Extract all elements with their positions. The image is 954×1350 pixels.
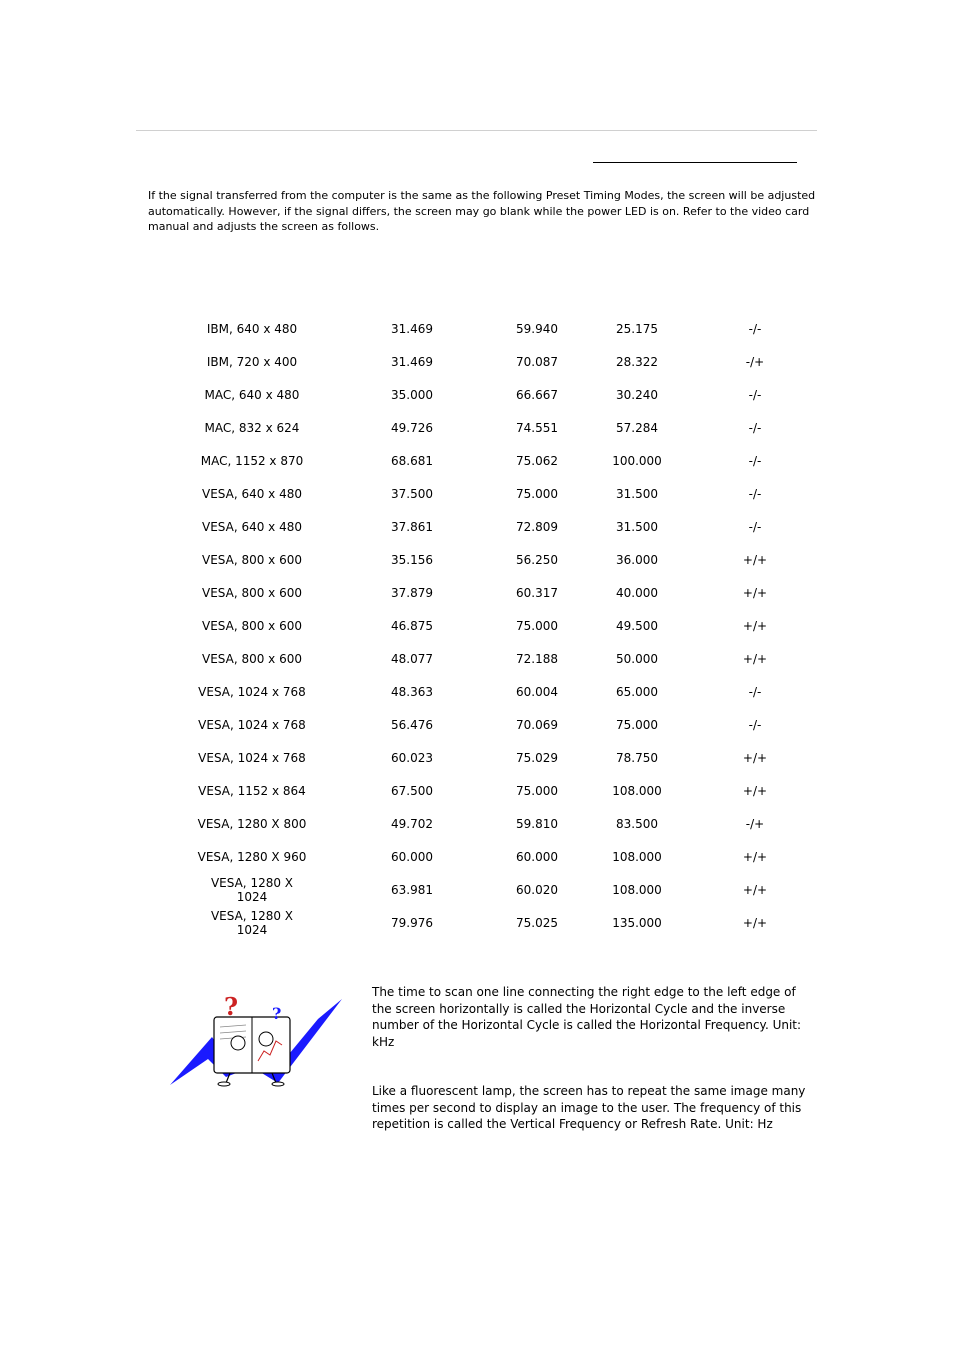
vertical-frequency-cell: 75.000 xyxy=(516,486,558,501)
sync-polarity-cell: +/+ xyxy=(742,552,768,567)
top-divider xyxy=(136,130,817,131)
sync-polarity-cell: -/+ xyxy=(745,816,765,831)
table-row xyxy=(196,741,770,774)
pixel-clock-cell: 75.000 xyxy=(616,717,658,732)
sync-polarity-cell: -/- xyxy=(748,453,762,468)
mode-cell: VESA, 1280 X 960 xyxy=(197,849,307,864)
pixel-clock-cell: 50.000 xyxy=(616,651,658,666)
table-row xyxy=(196,444,770,477)
mode-cell: VESA, 640 x 480 xyxy=(201,519,302,534)
table-row xyxy=(196,312,770,345)
sync-polarity-cell: +/+ xyxy=(742,915,768,930)
vertical-frequency-cell: 56.250 xyxy=(516,552,558,567)
vertical-frequency-cell: 72.188 xyxy=(516,651,558,666)
pixel-clock-cell: 108.000 xyxy=(612,849,662,864)
table-row xyxy=(196,774,770,807)
pixel-clock-cell: 78.750 xyxy=(616,750,658,765)
horizontal-frequency-cell: 37.500 xyxy=(391,486,433,501)
mode-cell: MAC, 1152 x 870 xyxy=(200,453,304,468)
horizontal-frequency-cell: 49.726 xyxy=(391,420,433,435)
sync-polarity-cell: -/- xyxy=(748,486,762,501)
sync-polarity-cell: +/+ xyxy=(742,783,768,798)
question-mark-icon: ? xyxy=(224,995,239,1021)
preset-timing-table xyxy=(196,312,770,939)
horizontal-frequency-cell: 56.476 xyxy=(391,717,433,732)
table-row xyxy=(196,609,770,642)
table-row xyxy=(196,675,770,708)
vertical-frequency-cell: 66.667 xyxy=(516,387,558,402)
vertical-frequency-cell: 74.551 xyxy=(516,420,558,435)
table-row xyxy=(196,378,770,411)
pixel-clock-cell: 28.322 xyxy=(616,354,658,369)
vertical-frequency-cell: 75.062 xyxy=(516,453,558,468)
sync-polarity-cell: -/- xyxy=(748,420,762,435)
table-row xyxy=(196,708,770,741)
pixel-clock-cell: 31.500 xyxy=(616,519,658,534)
pixel-clock-cell: 108.000 xyxy=(612,882,662,897)
mode-cell: MAC, 640 x 480 xyxy=(204,387,300,402)
vertical-frequency-description: Like a fluorescent lamp, the screen has to repeat the same image many times per second to display an image to the user. The frequency of this repetition is called the Vertical Frequency or Refresh Rate. Unit: Hz xyxy=(372,1084,806,1131)
table-row xyxy=(196,906,770,939)
vertical-frequency-cell: 59.940 xyxy=(516,321,558,336)
sync-polarity-cell: +/+ xyxy=(742,585,768,600)
mode-cell: MAC, 832 x 624 xyxy=(204,420,300,435)
pixel-clock-cell: 49.500 xyxy=(616,618,658,633)
vertical-frequency-cell: 75.029 xyxy=(516,750,558,765)
mode-cell: VESA, 1024 x 768 xyxy=(198,717,306,732)
table-row xyxy=(196,873,770,906)
vertical-frequency-cell: 60.000 xyxy=(516,849,558,864)
pixel-clock-cell: 40.000 xyxy=(616,585,658,600)
mode-cell: VESA, 1024 x 768 xyxy=(198,684,306,699)
vertical-frequency-cell: 70.069 xyxy=(516,717,558,732)
sync-polarity-cell: -/- xyxy=(748,519,762,534)
sync-polarity-cell: -/- xyxy=(748,717,762,732)
vertical-frequency-cell: 75.000 xyxy=(516,618,558,633)
sync-polarity-cell: -/- xyxy=(748,321,762,336)
mode-cell: VESA, 800 x 600 xyxy=(201,651,302,666)
sync-polarity-cell: +/+ xyxy=(742,750,768,765)
mode-cell: VESA, 1280 X 800 xyxy=(197,816,307,831)
sync-polarity-cell: +/+ xyxy=(742,882,768,897)
vertical-frequency-cell: 60.317 xyxy=(516,585,558,600)
table-row xyxy=(196,576,770,609)
table-row xyxy=(196,642,770,675)
pixel-clock-cell: 65.000 xyxy=(616,684,658,699)
horizontal-frequency-cell: 79.976 xyxy=(391,915,433,930)
mode-cell: IBM, 640 x 480 xyxy=(206,321,298,336)
title-underline xyxy=(593,162,797,163)
horizontal-frequency-cell: 46.875 xyxy=(391,618,433,633)
mode-cell: VESA, 1280 X 1024 xyxy=(210,875,294,904)
pixel-clock-cell: 108.000 xyxy=(612,783,662,798)
mode-cell: VESA, 800 x 600 xyxy=(201,552,302,567)
sync-polarity-cell: -/- xyxy=(748,684,762,699)
horizontal-frequency-cell: 48.363 xyxy=(391,684,433,699)
sync-polarity-cell: +/+ xyxy=(742,849,768,864)
pixel-clock-cell: 135.000 xyxy=(612,915,662,930)
horizontal-frequency-cell: 63.981 xyxy=(391,882,433,897)
pixel-clock-cell: 57.284 xyxy=(616,420,658,435)
table-row xyxy=(196,543,770,576)
vertical-frequency-cell: 75.025 xyxy=(516,915,558,930)
intro-paragraph: If the signal transferred from the computer is the same as the following Preset Timing Modes, the screen will be adjusted automatically. However, if the signal differs, the screen may go blank while the power LED is on. Refer to the video card manual and adjusts the screen as follows. xyxy=(148,189,816,233)
mode-cell: VESA, 800 x 600 xyxy=(201,585,302,600)
mode-cell: VESA, 800 x 600 xyxy=(201,618,302,633)
pixel-clock-cell: 83.500 xyxy=(616,816,658,831)
table-row xyxy=(196,840,770,873)
horizontal-frequency-cell: 67.500 xyxy=(391,783,433,798)
pixel-clock-cell: 36.000 xyxy=(616,552,658,567)
table-row xyxy=(196,345,770,378)
horizontal-frequency-cell: 37.879 xyxy=(391,585,433,600)
horizontal-frequency-cell: 31.469 xyxy=(391,321,433,336)
pixel-clock-cell: 100.000 xyxy=(612,453,662,468)
horizontal-frequency-cell: 35.156 xyxy=(391,552,433,567)
horizontal-frequency-cell: 31.469 xyxy=(391,354,433,369)
table-row xyxy=(196,807,770,840)
table-row xyxy=(196,510,770,543)
sync-polarity-cell: -/+ xyxy=(745,354,765,369)
vertical-frequency-cell: 59.810 xyxy=(516,816,558,831)
sync-polarity-cell: -/- xyxy=(748,387,762,402)
mode-cell: VESA, 1280 X 1024 xyxy=(210,908,294,937)
table-row xyxy=(196,477,770,510)
horizontal-frequency-cell: 37.861 xyxy=(391,519,433,534)
sync-polarity-cell: +/+ xyxy=(742,618,768,633)
manual-reader-illustration xyxy=(168,995,344,1087)
mode-cell: VESA, 1152 x 864 xyxy=(198,783,306,798)
horizontal-frequency-cell: 49.702 xyxy=(391,816,433,831)
vertical-frequency-cell: 60.004 xyxy=(516,684,558,699)
mode-cell: IBM, 720 x 400 xyxy=(206,354,298,369)
vertical-frequency-cell: 72.809 xyxy=(516,519,558,534)
mode-cell: VESA, 640 x 480 xyxy=(201,486,302,501)
horizontal-frequency-cell: 68.681 xyxy=(391,453,433,468)
mode-cell: VESA, 1024 x 768 xyxy=(198,750,306,765)
horizontal-frequency-cell: 60.023 xyxy=(391,750,433,765)
pixel-clock-cell: 30.240 xyxy=(616,387,658,402)
horizontal-frequency-cell: 48.077 xyxy=(391,651,433,666)
horizontal-frequency-description: The time to scan one line connecting the right edge to the left edge of the screen horizontally is called the Horizontal Cycle and the inverse number of the Horizontal Cycle is called the Horizontal Frequency. Unit: kHz xyxy=(372,985,802,1049)
horizontal-frequency-cell: 35.000 xyxy=(391,387,433,402)
vertical-frequency-cell: 70.087 xyxy=(516,354,558,369)
pixel-clock-cell: 31.500 xyxy=(616,486,658,501)
sync-polarity-cell: +/+ xyxy=(742,651,768,666)
question-mark-small-icon: ? xyxy=(272,1004,282,1023)
vertical-frequency-cell: 75.000 xyxy=(516,783,558,798)
table-row xyxy=(196,411,770,444)
horizontal-frequency-cell: 60.000 xyxy=(391,849,433,864)
pixel-clock-cell: 25.175 xyxy=(616,321,658,336)
vertical-frequency-cell: 60.020 xyxy=(516,882,558,897)
